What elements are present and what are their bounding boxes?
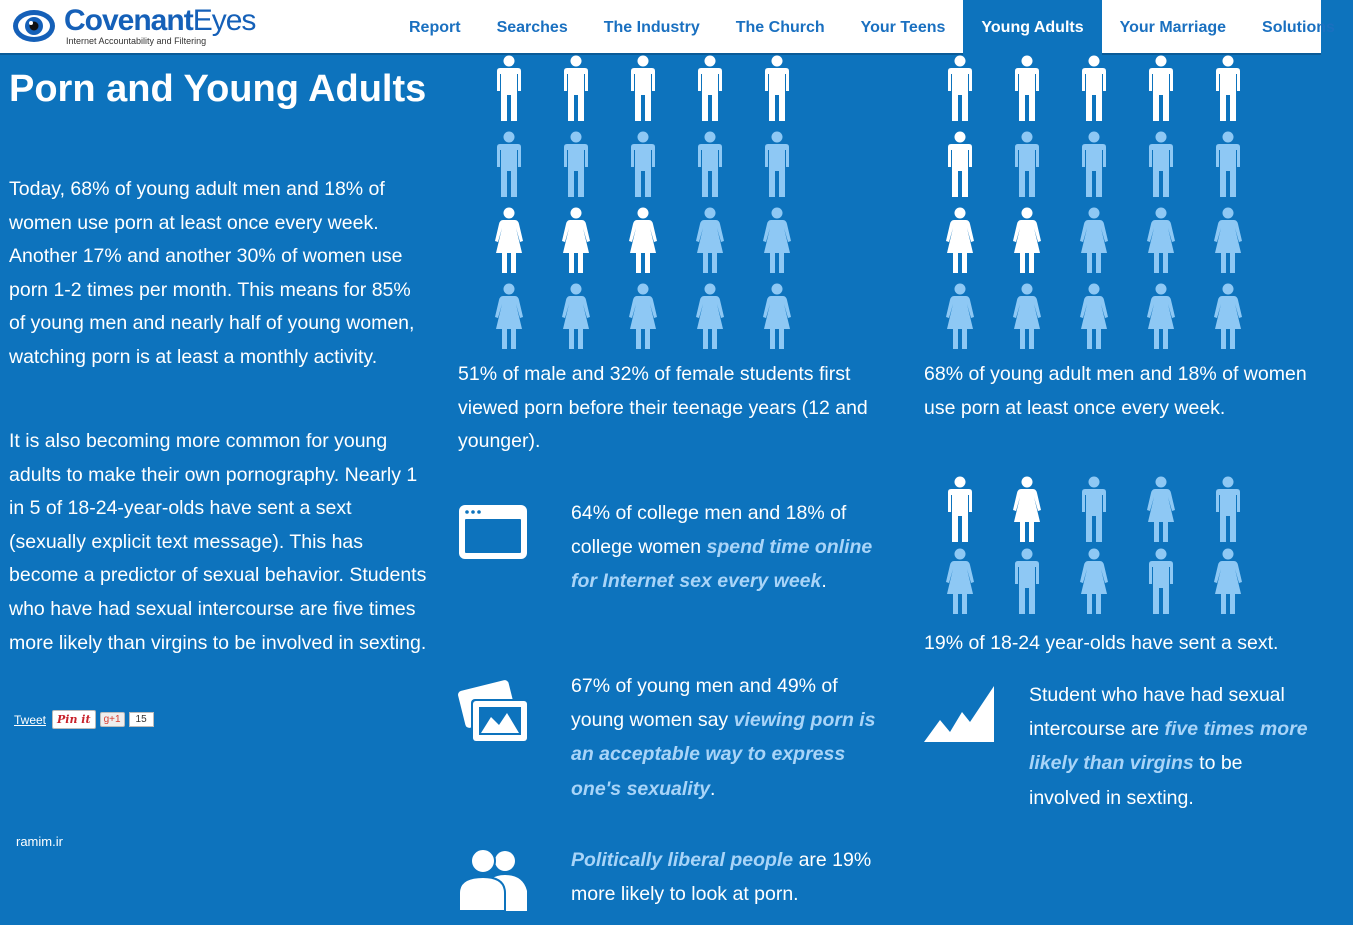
social-share-bar [14, 710, 154, 729]
male-figure-icon [542, 131, 609, 207]
female-figure-icon [1060, 207, 1127, 283]
pinit-button[interactable]: Pin it [52, 710, 96, 729]
area-chart-icon [924, 686, 996, 744]
watermark-credit: ramim.ir [16, 834, 63, 849]
brand-name: CovenantEyes [64, 4, 256, 37]
male-figure-icon [542, 55, 609, 131]
college-stat: 64% of college men and 18% of college women spend time online for Internet sex every week. [571, 502, 873, 593]
female-figure-icon [926, 207, 993, 283]
nav-your-marriage[interactable]: Your Marriage [1119, 18, 1227, 36]
nav-searches[interactable]: Searches [496, 18, 568, 36]
eye-logo-icon [12, 8, 56, 44]
google-plus-count: 15 [129, 712, 154, 727]
nav-the-industry[interactable]: The Industry [603, 18, 700, 36]
first-exposure-icon-grid [475, 55, 810, 359]
female-figure-icon [926, 283, 993, 359]
female-figure-icon [1194, 283, 1261, 359]
first-exposure-caption: 51% of male and 32% of female students first viewed porn before their teenage years (12 and younger). [458, 363, 868, 452]
covenant-eyes-logo[interactable] [10, 4, 280, 50]
site-header [0, 0, 1335, 55]
weekly-use-icon-grid [926, 55, 1261, 359]
female-figure-icon [676, 207, 743, 283]
male-figure-icon [1194, 131, 1261, 207]
male-figure-icon [475, 131, 542, 207]
female-figure-icon [609, 283, 676, 359]
sexting-paragraph: It is also becoming more common for young adults to make their own pornography. Nearly 1 in 5 of 18-24-year-olds have sent a sext (sexually explicit text message). This has become a predictor of sexual behavior. Students who have had sexual intercourse are five times more likely than virgins to be involved in sexting. [9, 430, 427, 654]
main-nav [391, 0, 1353, 55]
male-figure-icon [1127, 548, 1194, 620]
male-figure-icon [1060, 55, 1127, 131]
female-figure-icon [609, 207, 676, 283]
female-figure-icon [993, 283, 1060, 359]
photo-stack-icon [457, 675, 531, 745]
male-figure-icon [926, 55, 993, 131]
female-figure-icon [1194, 207, 1261, 283]
female-figure-icon [1127, 283, 1194, 359]
male-figure-icon [1060, 476, 1127, 548]
nav-young-adults[interactable]: Young Adults [963, 0, 1101, 55]
male-figure-icon [926, 131, 993, 207]
nav-the-church[interactable]: The Church [735, 18, 825, 36]
intro-paragraph: Today, 68% of young adult men and 18% of women use porn at least once every week. Another 17% and another 30% of women use porn 1-2 times per month. This means for 85% of young men and nearly half of young women, watching porn is at least a monthly activity. [9, 178, 415, 368]
female-figure-icon [993, 476, 1060, 548]
male-figure-icon [676, 131, 743, 207]
male-figure-icon [676, 55, 743, 131]
male-figure-icon [1194, 476, 1261, 548]
female-figure-icon [993, 207, 1060, 283]
acceptable-stat: 67% of young men and 49% of young women say viewing porn is an acceptable way to express one's sexuality. [571, 675, 876, 800]
female-figure-icon [743, 207, 810, 283]
female-figure-icon [743, 283, 810, 359]
male-figure-icon [1127, 131, 1194, 207]
male-figure-icon [993, 548, 1060, 620]
brand-tagline: Internet Accountability and Filtering [66, 36, 207, 46]
nav-report[interactable]: Report [409, 18, 461, 36]
male-figure-icon [1060, 131, 1127, 207]
nav-your-teens[interactable]: Your Teens [860, 18, 946, 36]
male-figure-icon [743, 55, 810, 131]
sexting-icon-grid [926, 476, 1261, 620]
female-figure-icon [542, 283, 609, 359]
female-figure-icon [1060, 283, 1127, 359]
female-figure-icon [1127, 476, 1194, 548]
nav-solutions[interactable]: Solutions [1262, 18, 1335, 36]
male-figure-icon [1127, 55, 1194, 131]
female-figure-icon [926, 548, 993, 620]
female-figure-icon [1060, 548, 1127, 620]
female-figure-icon [1194, 548, 1261, 620]
male-figure-icon [475, 55, 542, 131]
male-figure-icon [609, 131, 676, 207]
sexting-caption: 19% of 18-24 year-olds have sent a sext. [924, 632, 1279, 654]
page-title: Porn and Young Adults [9, 68, 427, 110]
virgins-stat: Student who have had sexual intercourse are five times more likely than virgins to be involved in sexting. [1029, 684, 1308, 809]
people-icon [457, 847, 531, 913]
male-figure-icon [743, 131, 810, 207]
google-plus-button[interactable]: g+1 [100, 712, 125, 727]
tweet-button[interactable]: Tweet [14, 712, 47, 727]
female-figure-icon [676, 283, 743, 359]
male-figure-icon [926, 476, 993, 548]
weekly-use-caption: 68% of young adult men and 18% of women use porn at least once every week. [924, 363, 1307, 419]
female-figure-icon [475, 207, 542, 283]
female-figure-icon [1127, 207, 1194, 283]
liberal-stat: Politically liberal people are 19% more likely to look at porn. [571, 849, 872, 906]
female-figure-icon [475, 283, 542, 359]
female-figure-icon [542, 207, 609, 283]
browser-window-icon [457, 503, 529, 561]
male-figure-icon [993, 131, 1060, 207]
male-figure-icon [609, 55, 676, 131]
male-figure-icon [993, 55, 1060, 131]
male-figure-icon [1194, 55, 1261, 131]
